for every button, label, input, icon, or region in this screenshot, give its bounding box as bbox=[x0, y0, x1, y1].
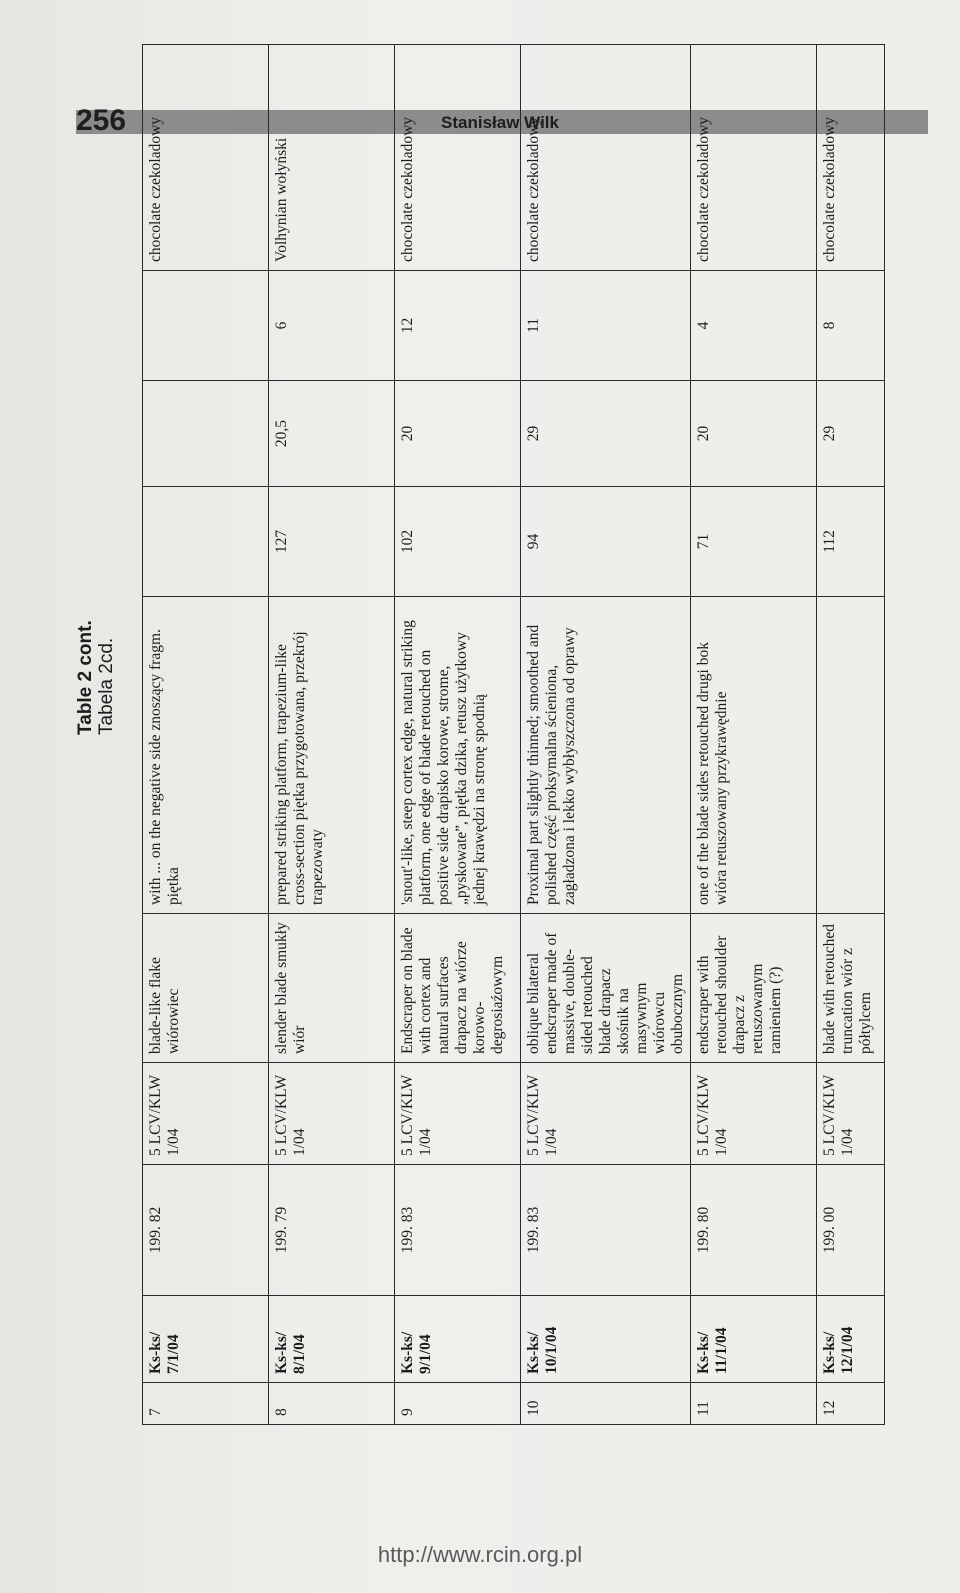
cell-thickness: 8 bbox=[817, 271, 885, 381]
cell-description: with ... on the negative side znoszący fragm. piętka bbox=[143, 597, 269, 914]
cell-artifact-type: endscraper with retouched shoulder drapacz z retuszowanym ramieniem (?) bbox=[691, 914, 817, 1063]
rotated-table-area bbox=[75, 45, 935, 1425]
cell-inventory-id: Ks-ks/ 7/1/04 bbox=[143, 1296, 269, 1383]
cell-width: 29 bbox=[817, 381, 885, 487]
cell-number: 12 bbox=[817, 1383, 885, 1425]
cell-description: one of the blade sides retouched drugi bok wióra retuszowany przykrawędnie bbox=[691, 597, 817, 914]
cell-description: 'snout'-like, steep cortex edge, natural striking platform, one edge of blade retouched on positive side drapisko korowe, strome, „pyskowate”, piętka dzika, retusz użytkowy jednej krawędzi na stronę spodnią bbox=[395, 597, 521, 914]
cell-number: 9 bbox=[395, 1383, 521, 1425]
cell-description: Proximal part slightly thinned; smoothed and polished część proksymalna ścieniona, zagładzona i lekko wybłyszczona od oprawy bbox=[521, 597, 691, 914]
cell-artifact-type: slender blade smukły wiór bbox=[269, 914, 395, 1063]
table-caption bbox=[75, 435, 143, 735]
cell-grave: 5 LCV/KLW 1/04 bbox=[521, 1063, 691, 1165]
cell-raw-material: chocolate czekoladowy bbox=[395, 45, 521, 271]
running-head-author: Stanisław Wilk bbox=[441, 113, 559, 132]
cell-artifact-type: blade with retouched truncation wiór z półtylcem bbox=[817, 914, 885, 1063]
cell-width bbox=[143, 381, 269, 487]
cell-length: 94 bbox=[521, 487, 691, 597]
artifact-table bbox=[142, 44, 885, 1425]
cell-width: 20,5 bbox=[269, 381, 395, 487]
cell-grave: 5 LCV/KLW 1/04 bbox=[691, 1063, 817, 1165]
cell-description bbox=[817, 597, 885, 914]
footer-url: http://www.rcin.org.pl bbox=[377, 1542, 583, 1567]
cell-coordinates: 199. 80 bbox=[691, 1165, 817, 1296]
cell-length: 127 bbox=[269, 487, 395, 597]
cell-artifact-type: oblique bilateral endscraper made of massive, double-sided retouched blade drapacz skośnik na masywnym wiórowcu obubocznym bbox=[521, 914, 691, 1063]
cell-thickness: 12 bbox=[395, 271, 521, 381]
cell-coordinates: 199. 79 bbox=[269, 1165, 395, 1296]
cell-width: 20 bbox=[691, 381, 817, 487]
cell-width: 20 bbox=[395, 381, 521, 487]
cell-artifact-type: Endscraper on blade with cortex and natural surfaces drapacz na wiórze korowo-degrosiaźowym bbox=[395, 914, 521, 1063]
cell-coordinates: 199. 83 bbox=[395, 1165, 521, 1296]
caption-polish: Tabela 2cd. bbox=[96, 637, 117, 735]
table-row bbox=[817, 45, 885, 1425]
caption-english: Table 2 cont. bbox=[75, 620, 96, 735]
cell-width: 29 bbox=[521, 381, 691, 487]
cell-raw-material: chocolate czekoladowy bbox=[817, 45, 885, 271]
cell-coordinates: 199. 00 bbox=[817, 1165, 885, 1296]
cell-inventory-id: Ks-ks/ 8/1/04 bbox=[269, 1296, 395, 1383]
cell-inventory-id: Ks-ks/ 10/1/04 bbox=[521, 1296, 691, 1383]
table-row bbox=[269, 45, 395, 1425]
cell-thickness bbox=[143, 271, 269, 381]
cell-artifact-type: blade-like flake wiórowiec bbox=[143, 914, 269, 1063]
cell-inventory-id: Ks-ks/ 12/1/04 bbox=[817, 1296, 885, 1383]
cell-thickness: 6 bbox=[269, 271, 395, 381]
page-number: 256 bbox=[76, 104, 127, 137]
cell-grave: 5 LCV/KLW 1/04 bbox=[269, 1063, 395, 1165]
cell-raw-material: chocolate czekoladowy bbox=[691, 45, 817, 271]
cell-inventory-id: Ks-ks/ 9/1/04 bbox=[395, 1296, 521, 1383]
cell-description: prepared striking platform, trapezium-like cross-section piętka przygotowana, przekrój trapezowaty bbox=[269, 597, 395, 914]
cell-raw-material: chocolate czekoladowy bbox=[521, 45, 691, 271]
cell-length: 112 bbox=[817, 487, 885, 597]
table-row bbox=[691, 45, 817, 1425]
cell-inventory-id: Ks-ks/ 11/1/04 bbox=[691, 1296, 817, 1383]
cell-number: 8 bbox=[269, 1383, 395, 1425]
table-row bbox=[143, 45, 269, 1425]
table-row bbox=[521, 45, 691, 1425]
cell-length: 71 bbox=[691, 487, 817, 597]
cell-number: 11 bbox=[691, 1383, 817, 1425]
cell-grave: 5 LCV/KLW 1/04 bbox=[395, 1063, 521, 1165]
table-row bbox=[395, 45, 521, 1425]
cell-raw-material: Volhynian wołyński bbox=[269, 45, 395, 271]
cell-thickness: 4 bbox=[691, 271, 817, 381]
cell-length bbox=[143, 487, 269, 597]
cell-thickness: 11 bbox=[521, 271, 691, 381]
cell-coordinates: 199. 82 bbox=[143, 1165, 269, 1296]
cell-grave: 5 LCV/KLW 1/04 bbox=[143, 1063, 269, 1165]
cell-length: 102 bbox=[395, 487, 521, 597]
cell-grave: 5 LCV/KLW 1/04 bbox=[817, 1063, 885, 1165]
cell-coordinates: 199. 83 bbox=[521, 1165, 691, 1296]
cell-raw-material: chocolate czekoladowy bbox=[143, 45, 269, 271]
cell-number: 10 bbox=[521, 1383, 691, 1425]
cell-number: 7 bbox=[143, 1383, 269, 1425]
